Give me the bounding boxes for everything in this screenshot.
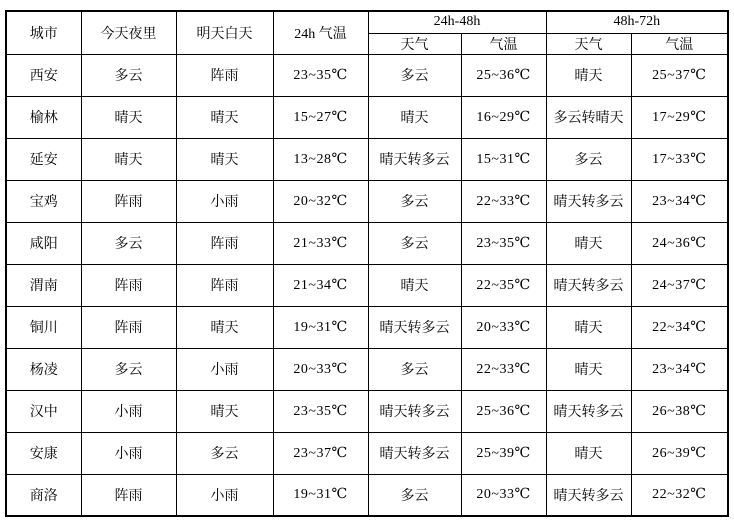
cell-weather-24-48: 晴天	[368, 264, 461, 306]
cell-weather-24-48: 多云	[368, 54, 461, 96]
cell-temp-24-48: 22~33℃	[461, 348, 546, 390]
cell-weather-48-72: 多云	[546, 138, 631, 180]
cell-tonight: 小雨	[81, 432, 176, 474]
weather-forecast-table	[5, 10, 729, 517]
cell-city: 宝鸡	[6, 180, 81, 222]
cell-temp-48-72: 26~39℃	[631, 432, 728, 474]
cell-temp-48-72: 17~33℃	[631, 138, 728, 180]
cell-weather-48-72: 晴天转多云	[546, 180, 631, 222]
cell-temp-48-72: 23~34℃	[631, 180, 728, 222]
cell-city: 杨凌	[6, 348, 81, 390]
cell-weather-24-48: 晴天转多云	[368, 138, 461, 180]
cell-tomorrow: 多云	[176, 432, 273, 474]
table-row-ankang	[6, 432, 728, 474]
header-weather-48-72: 天气	[546, 33, 631, 54]
cell-temp-24-48: 22~33℃	[461, 180, 546, 222]
table-row-tongchuan	[6, 306, 728, 348]
cell-tomorrow: 小雨	[176, 348, 273, 390]
cell-weather-48-72: 晴天	[546, 222, 631, 264]
cell-temp-48-72: 17~29℃	[631, 96, 728, 138]
cell-temp-48-72: 22~32℃	[631, 474, 728, 516]
cell-temp-24-48: 15~31℃	[461, 138, 546, 180]
cell-city: 延安	[6, 138, 81, 180]
cell-tomorrow: 阵雨	[176, 222, 273, 264]
cell-weather-24-48: 晴天转多云	[368, 390, 461, 432]
table-row-xianyang	[6, 222, 728, 264]
cell-temp-24h: 15~27℃	[273, 96, 368, 138]
cell-temp-24h: 21~33℃	[273, 222, 368, 264]
cell-weather-24-48: 晴天转多云	[368, 306, 461, 348]
cell-temp-48-72: 23~34℃	[631, 348, 728, 390]
cell-weather-24-48: 多云	[368, 180, 461, 222]
table-row-yulin	[6, 96, 728, 138]
cell-tomorrow: 晴天	[176, 306, 273, 348]
header-temp-24h: 24h 气温	[273, 11, 368, 54]
cell-tonight: 阵雨	[81, 180, 176, 222]
cell-temp-24-48: 22~35℃	[461, 264, 546, 306]
cell-temp-24h: 20~33℃	[273, 348, 368, 390]
cell-city: 咸阳	[6, 222, 81, 264]
header-city: 城市	[6, 11, 81, 54]
header-range-24-48: 24h-48h	[368, 11, 546, 33]
header-tonight: 今天夜里	[81, 11, 176, 54]
cell-tomorrow: 晴天	[176, 390, 273, 432]
cell-weather-48-72: 多云转晴天	[546, 96, 631, 138]
cell-weather-48-72: 晴天转多云	[546, 264, 631, 306]
cell-city: 铜川	[6, 306, 81, 348]
cell-tonight: 阵雨	[81, 474, 176, 516]
cell-city: 汉中	[6, 390, 81, 432]
cell-temp-24h: 23~35℃	[273, 54, 368, 96]
table-row-weinan	[6, 264, 728, 306]
cell-temp-24h: 21~34℃	[273, 264, 368, 306]
cell-temp-48-72: 25~37℃	[631, 54, 728, 96]
cell-weather-24-48: 多云	[368, 474, 461, 516]
cell-temp-48-72: 24~37℃	[631, 264, 728, 306]
cell-temp-48-72: 22~34℃	[631, 306, 728, 348]
cell-tonight: 多云	[81, 348, 176, 390]
cell-weather-24-48: 晴天转多云	[368, 432, 461, 474]
cell-temp-48-72: 24~36℃	[631, 222, 728, 264]
header-temp-48-72: 气温	[631, 33, 728, 54]
cell-city: 安康	[6, 432, 81, 474]
header-weather-24-48: 天气	[368, 33, 461, 54]
cell-temp-24-48: 25~39℃	[461, 432, 546, 474]
table-row-xian	[6, 54, 728, 96]
cell-temp-24h: 19~31℃	[273, 306, 368, 348]
cell-weather-48-72: 晴天	[546, 54, 631, 96]
table-row-shangluo	[6, 474, 728, 516]
cell-city: 商洛	[6, 474, 81, 516]
cell-temp-48-72: 26~38℃	[631, 390, 728, 432]
cell-weather-48-72: 晴天转多云	[546, 474, 631, 516]
cell-city: 西安	[6, 54, 81, 96]
cell-temp-24-48: 23~35℃	[461, 222, 546, 264]
table-row-baoji	[6, 180, 728, 222]
cell-tonight: 小雨	[81, 390, 176, 432]
cell-city: 榆林	[6, 96, 81, 138]
cell-temp-24h: 19~31℃	[273, 474, 368, 516]
cell-temp-24-48: 25~36℃	[461, 390, 546, 432]
cell-temp-24h: 23~37℃	[273, 432, 368, 474]
cell-tomorrow: 晴天	[176, 138, 273, 180]
cell-tonight: 晴天	[81, 96, 176, 138]
cell-weather-24-48: 多云	[368, 222, 461, 264]
header-tomorrow-day: 明天白天	[176, 11, 273, 54]
cell-temp-24-48: 25~36℃	[461, 54, 546, 96]
cell-weather-24-48: 多云	[368, 348, 461, 390]
header-temp-24-48: 气温	[461, 33, 546, 54]
cell-tomorrow: 阵雨	[176, 264, 273, 306]
table-row-hanzhong	[6, 390, 728, 432]
cell-weather-48-72: 晴天	[546, 348, 631, 390]
cell-weather-48-72: 晴天	[546, 306, 631, 348]
cell-tonight: 晴天	[81, 138, 176, 180]
cell-temp-24h: 20~32℃	[273, 180, 368, 222]
cell-tonight: 阵雨	[81, 264, 176, 306]
cell-tomorrow: 晴天	[176, 96, 273, 138]
cell-temp-24-48: 16~29℃	[461, 96, 546, 138]
cell-temp-24-48: 20~33℃	[461, 306, 546, 348]
cell-weather-48-72: 晴天	[546, 432, 631, 474]
table-row-yanan	[6, 138, 728, 180]
header-range-48-72: 48h-72h	[546, 11, 728, 33]
cell-tonight: 阵雨	[81, 306, 176, 348]
cell-temp-24-48: 20~33℃	[461, 474, 546, 516]
cell-temp-24h: 13~28℃	[273, 138, 368, 180]
cell-tomorrow: 小雨	[176, 474, 273, 516]
table-row-yangling	[6, 348, 728, 390]
cell-tomorrow: 小雨	[176, 180, 273, 222]
cell-temp-24h: 23~35℃	[273, 390, 368, 432]
cell-tonight: 多云	[81, 222, 176, 264]
cell-weather-48-72: 晴天转多云	[546, 390, 631, 432]
header-row-top	[6, 11, 728, 33]
cell-tonight: 多云	[81, 54, 176, 96]
cell-weather-24-48: 晴天	[368, 96, 461, 138]
cell-city: 渭南	[6, 264, 81, 306]
cell-tomorrow: 阵雨	[176, 54, 273, 96]
